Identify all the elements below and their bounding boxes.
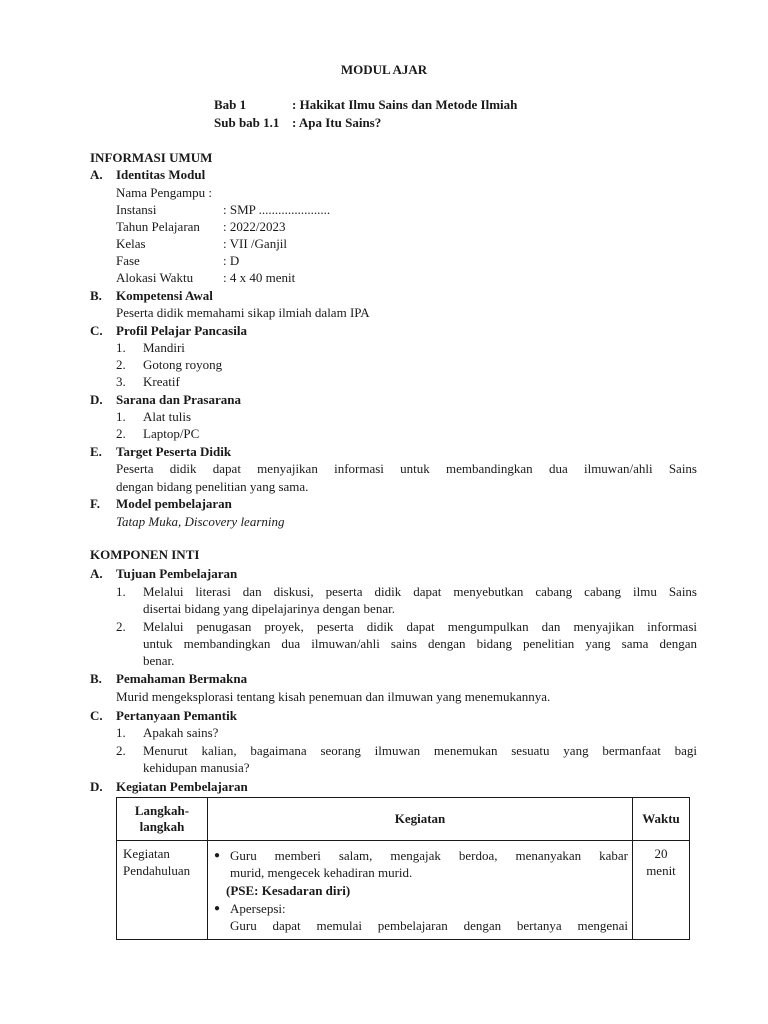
list-number: 1.: [116, 409, 126, 424]
cell-waktu: [633, 841, 690, 940]
list-item: Laptop/PC: [143, 426, 200, 441]
subbab-label: Sub bab 1.1: [214, 115, 280, 130]
table-row: [117, 841, 690, 940]
cell-langkah: [117, 841, 208, 940]
section-letter: C.: [90, 708, 103, 723]
subbab-value: : Apa Itu Sains?: [292, 115, 382, 130]
header-langkah: [117, 798, 208, 841]
section-letter: B.: [90, 671, 102, 686]
list-item: untuk membandingkan dua ilmuwan/ahli sains dengan bidang penelitian yang sama dengan: [143, 636, 697, 651]
field-label: Kelas: [116, 236, 146, 251]
field-label: Alokasi Waktu: [116, 270, 194, 285]
table-header-row: [117, 798, 690, 841]
section-text: Peserta didik dapat menyajikan informasi untuk membandingkan dua ilmuwan/ahli Sains: [116, 461, 697, 476]
list-item: Apakah sains?: [143, 725, 219, 740]
header-waktu: Waktu: [633, 798, 690, 841]
section-title: Pertanyaan Pemantik: [116, 708, 237, 723]
field-value: : D: [223, 253, 240, 268]
cell-text: menit: [646, 863, 676, 878]
list-number: 2.: [116, 426, 126, 441]
cell-text: 20: [654, 846, 668, 861]
list-number: 2.: [116, 619, 126, 634]
field-value: : 4 x 40 menit: [223, 270, 296, 285]
list-item: Menurut kalian, bagaimana seorang ilmuwan menemukan sesuatu yang bermanfaat bagi: [143, 743, 697, 758]
list-number: 1.: [116, 725, 126, 740]
cell-text: Pendahuluan: [123, 863, 191, 878]
section-title: Kegiatan Pembelajaran: [116, 779, 248, 794]
header-text: langkah: [139, 819, 185, 834]
header-kegiatan: Kegiatan: [208, 798, 633, 841]
list-number: 2.: [116, 357, 126, 372]
field-label: Fase: [116, 253, 140, 268]
section-title: Tujuan Pembelajaran: [116, 566, 238, 581]
section-letter: B.: [90, 288, 102, 303]
bullet-icon: ●: [214, 850, 221, 861]
cell-kegiatan: [208, 841, 633, 940]
list-item: disertai bidang yang dipelajarinya dengan benar.: [143, 601, 395, 616]
section-letter: E.: [90, 444, 102, 459]
section-title: Profil Pelajar Pancasila: [116, 323, 247, 338]
list-item: murid, mengecek kehadiran murid.: [230, 865, 413, 880]
list-item: Melalui literasi dan diskusi, peserta didik dapat menyebutkan cabang cabang ilmu Sains: [143, 584, 697, 599]
list-number: 1.: [116, 340, 126, 355]
list-number: 3.: [116, 374, 126, 389]
bab-value: : Hakikat Ilmu Sains dan Metode Ilmiah: [292, 97, 518, 112]
section-title: Model pembelajaran: [116, 496, 232, 511]
cell-text: Kegiatan: [123, 846, 170, 861]
section-text: dengan bidang penelitian yang sama.: [116, 479, 309, 494]
section-title: Pemahaman Bermakna: [116, 671, 248, 686]
kegiatan-content: [208, 841, 632, 939]
section-title: Kompetensi Awal: [116, 288, 213, 303]
list-number: 1.: [116, 584, 126, 599]
field-value: : VII /Ganjil: [223, 236, 288, 251]
field-value: : 2022/2023: [223, 219, 286, 234]
list-item: Kreatif: [143, 374, 180, 389]
info-heading: INFORMASI UMUM: [90, 150, 213, 165]
section-title: Target Peserta Didik: [116, 444, 232, 459]
section-text: Tatap Muka, Discovery learning: [116, 514, 285, 529]
section-text: Murid mengeksplorasi tentang kisah penemuan dan ilmuwan yang menemukannya.: [116, 689, 551, 704]
field-label: Tahun Pelajaran: [116, 219, 200, 234]
list-number: 2.: [116, 743, 126, 758]
inti-heading: KOMPONEN INTI: [90, 547, 200, 562]
field-label: Instansi: [116, 202, 157, 217]
section-letter: F.: [90, 496, 100, 511]
section-letter: D.: [90, 779, 103, 794]
bab-label: Bab 1: [214, 97, 247, 112]
field-value: : SMP ......................: [223, 202, 331, 217]
list-item: Gotong royong: [143, 357, 223, 372]
list-item: Mandiri: [143, 340, 185, 355]
kegiatan-table: [116, 797, 690, 940]
section-letter: A.: [90, 566, 103, 581]
section-title: Sarana dan Prasarana: [116, 392, 241, 407]
list-item: Alat tulis: [143, 409, 192, 424]
list-item: benar.: [143, 653, 175, 668]
list-item: Guru dapat memulai pembelajaran dengan bertanya mengenai: [230, 918, 628, 933]
section-title: Identitas Modul: [116, 167, 206, 182]
header-text: Langkah-: [134, 803, 190, 818]
list-item: kehidupan manusia?: [143, 760, 250, 775]
doc-title: MODUL AJAR: [340, 62, 428, 77]
section-letter: D.: [90, 392, 103, 407]
bullet-icon: ●: [214, 903, 221, 914]
list-item: Guru memberi salam, mengajak berdoa, menanyakan kabar: [230, 848, 628, 863]
section-letter: C.: [90, 323, 103, 338]
section-letter: A.: [90, 167, 103, 182]
section-text: Peserta didik memahami sikap ilmiah dalam IPA: [116, 305, 370, 320]
pse-label: (PSE: Kesadaran diri): [226, 883, 351, 898]
list-item: Melalui penugasan proyek, peserta didik dapat mengumpulkan dan menyajikan informasi: [143, 619, 697, 634]
field-label: Nama Pengampu :: [116, 185, 213, 200]
list-item: Apersepsi:: [230, 901, 286, 916]
